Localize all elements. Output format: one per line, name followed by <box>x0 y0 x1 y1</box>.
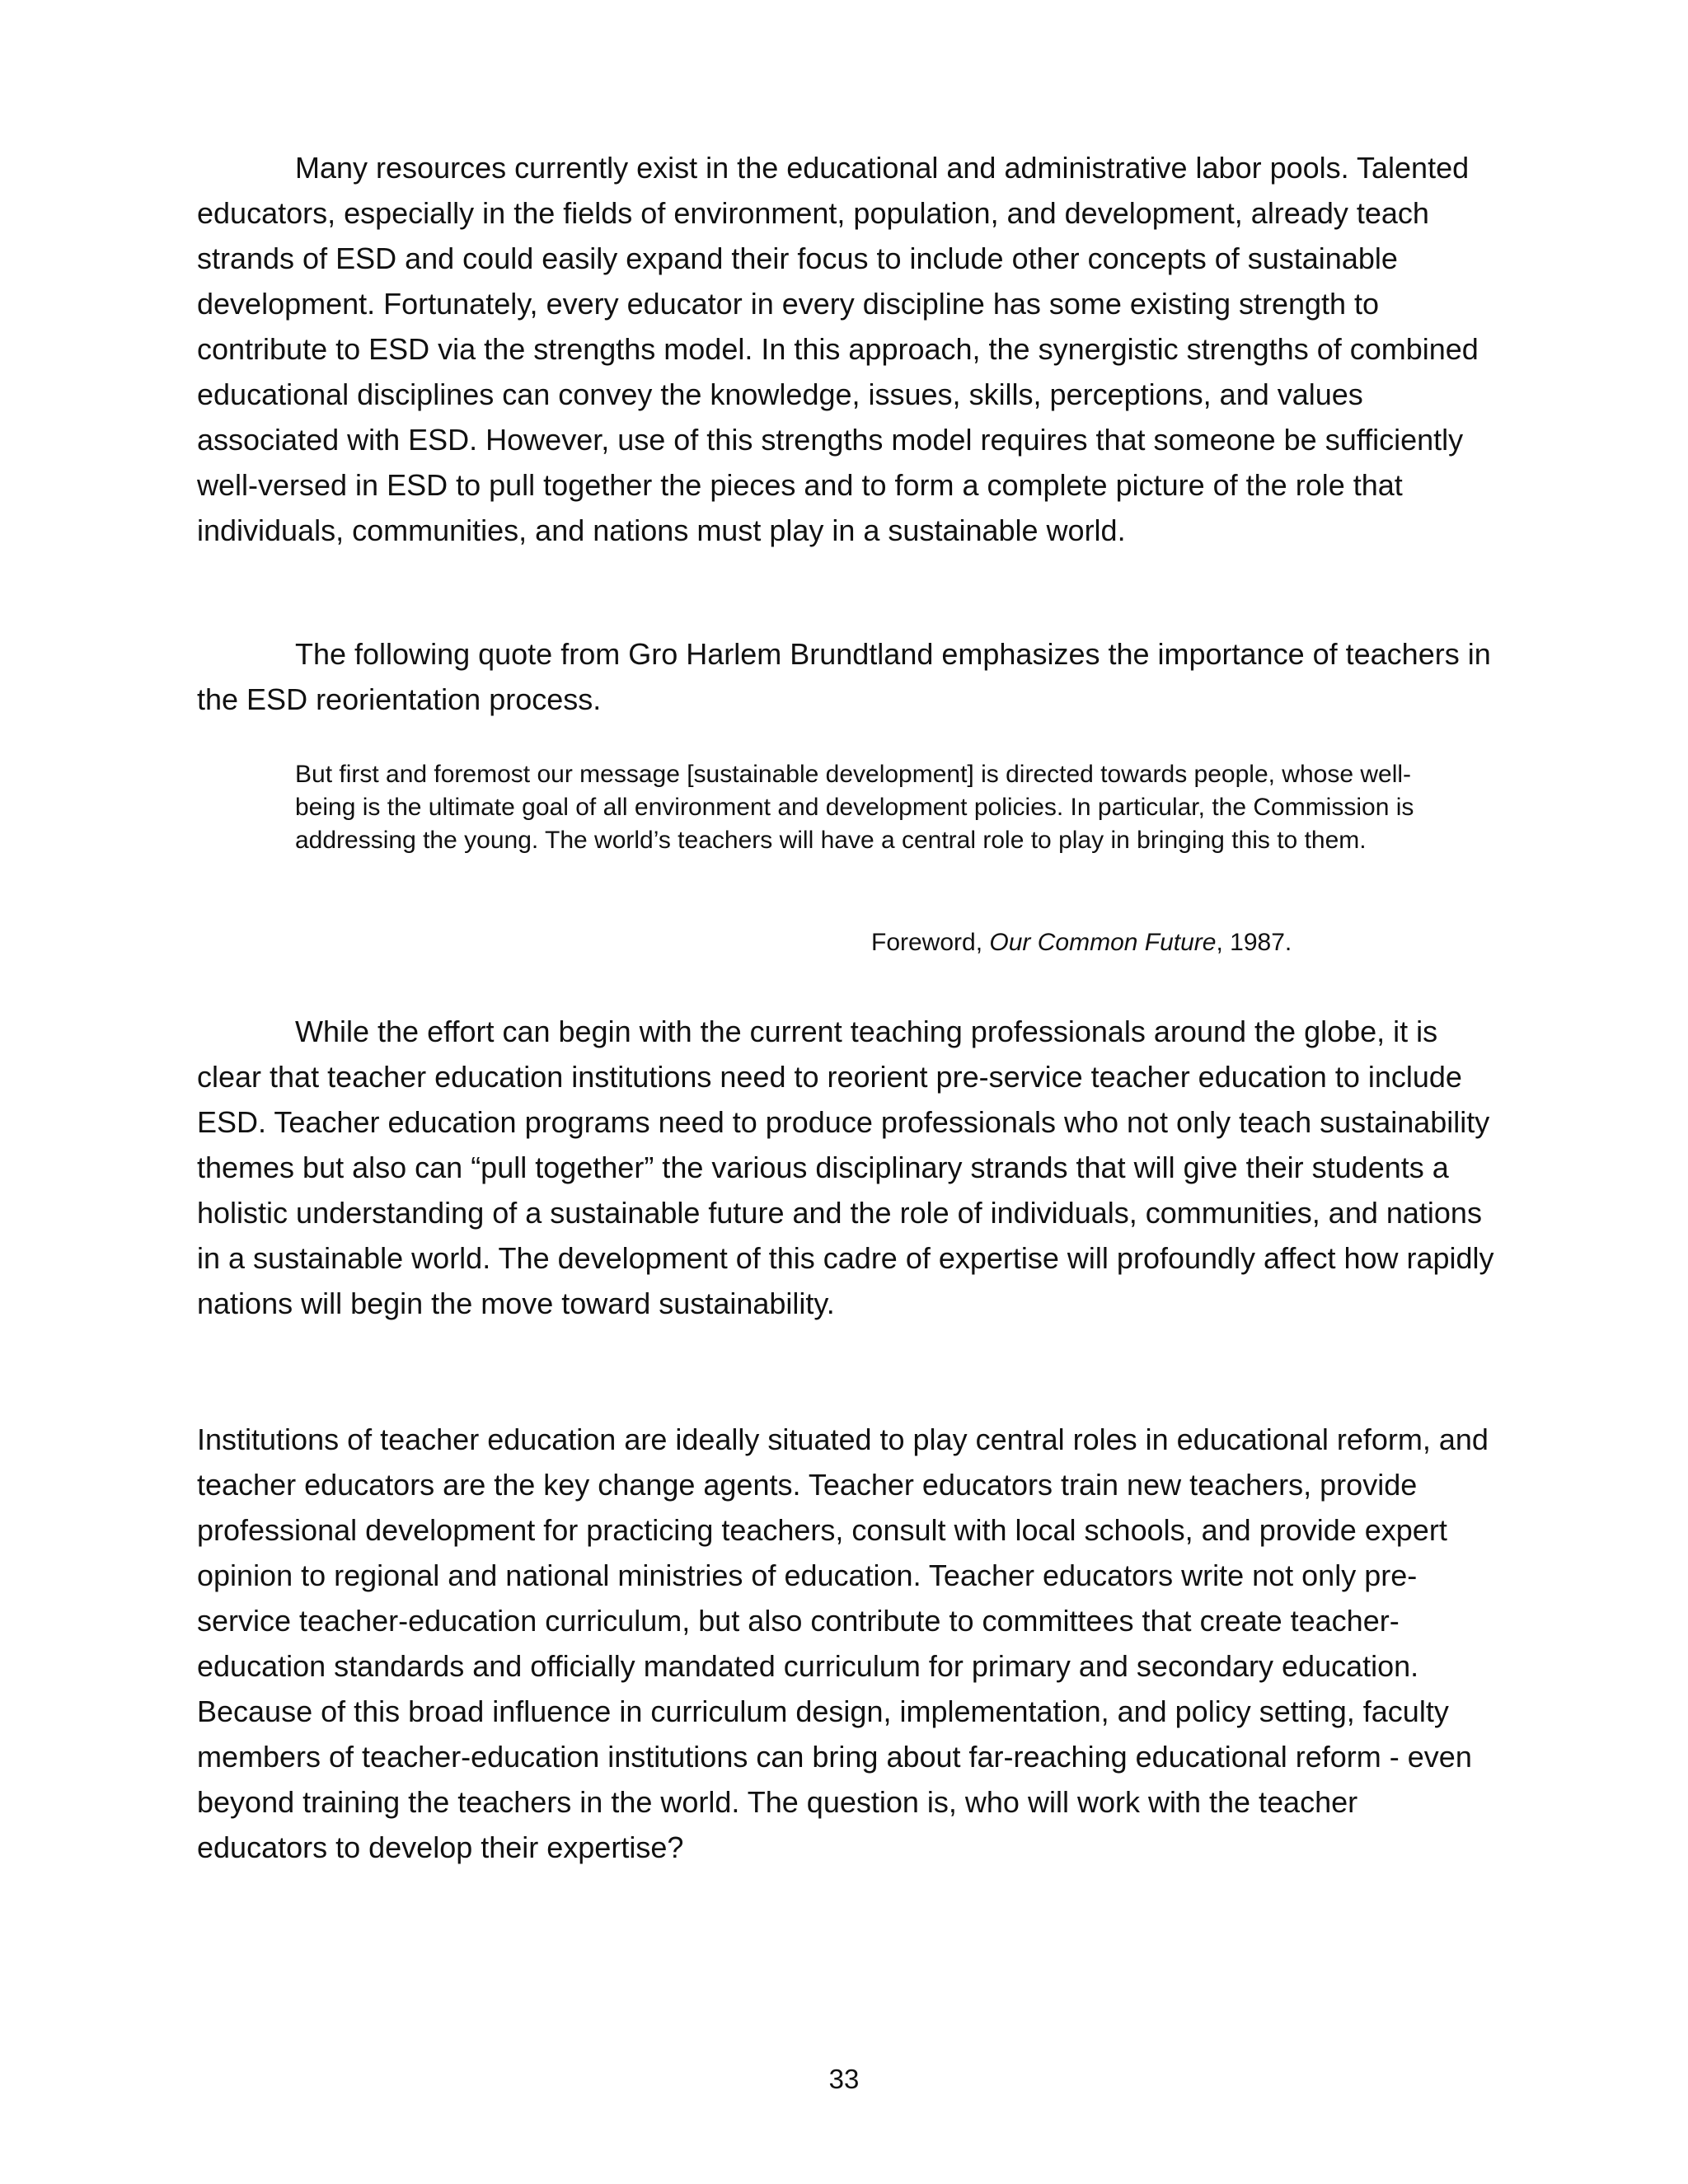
paragraph-resources: Many resources currently exist in the educational and administrative labor pools. Talented educators, especially in the fields of environment, population, and development, already teach strands of ESD and could easily expand their focus to include other concepts of sustainable development. Fortunately, every educator in every discipline has some existing strength to contribute to ESD via the strengths model. In this approach, the synergistic strengths of combined educational disciplines can convey the knowledge, issues, skills, perceptions, and values associated with ESD. However, use of this strengths model requires that someone be sufficiently well-versed in ESD to pull together the pieces and to form a complete picture of the role that individuals, communities, and nations must play in a sustainable world. <box>197 151 1479 547</box>
paragraph-quote-intro: The following quote from Gro Harlem Brundtland emphasizes the importance of teachers in the ESD reorientation process. <box>197 637 1491 716</box>
citation-title: Our Common Future <box>989 929 1217 956</box>
block-quote: But first and foremost our message [sustainable development] is directed towards people, whose well-being is the ultimate goal of all environment and development policies. In particular, the Commission is addressing the young. The world’s teachers will have a central role to play in bringing this to them. <box>295 761 1414 854</box>
paragraph-teacher-education: While the effort can begin with the current teaching professionals around the globe, it is clear that teacher education institutions need to reorient pre-service teacher education to include ESD. Teacher education programs need to produce professionals who not only teach sustainability themes but also can “pull together” the various disciplinary strands that will give their students a holistic understanding of a sustainable future and the role of individuals, communities, and nations in a sustainable world. The development of this cadre of expertise will profoundly affect how rapidly nations will begin the move toward sustainability. <box>197 1015 1494 1320</box>
citation-suffix: , 1987. <box>1216 929 1292 956</box>
page-number: 33 <box>828 2064 860 2094</box>
quote-citation <box>871 926 1292 959</box>
paragraph-institutions: Institutions of teacher education are ideally situated to play central roles in educational reform, and teacher educators are the key change agents. Teacher educators train new teachers, provide professional development for practicing teachers, consult with local schools, and provide expert opinion to regional and national ministries of education. Teacher educators write not only pre-service teacher-education curriculum, but also contribute to committees that create teacher-education standards and officially mandated curriculum for primary and secondary education. Because of this broad influence in curriculum design, implementation, and policy setting, faculty members of teacher-education institutions can bring about far-reaching educational reform - even beyond training the teachers in the world. The question is, who will work with the teacher educators to develop their expertise? <box>197 1422 1489 1864</box>
citation-prefix: Foreword, <box>871 929 990 956</box>
